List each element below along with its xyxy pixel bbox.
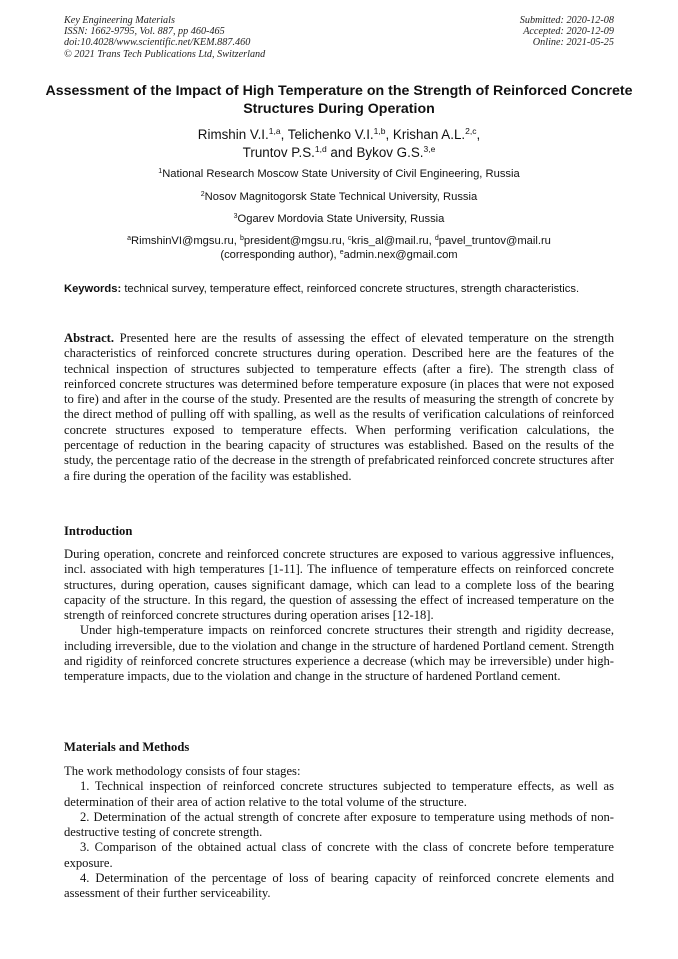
accepted-date: Accepted: 2020-12-09 [523, 26, 614, 38]
submitted-date: Submitted: 2020-12-08 [519, 15, 614, 26]
methods-heading: Materials and Methods [64, 740, 190, 754]
affiliation-2: $^2$Nosov Magnitogorsk State Technical University, Russia [200, 191, 478, 203]
list-item: 3. Comparison of the obtained actual class of concrete with the class of concrete before temperature exposure. [64, 840, 614, 870]
author: Telichenko V.I.$^{1,b}$, [287, 126, 393, 142]
keywords-text: technical survey, temperature effect, reinforced concrete structures, strength characteristics. [124, 283, 580, 295]
list-item: 2. Determination of the actual strength of concrete after exposure to temperature using methods of non-destructive testing of concrete strength. [64, 809, 614, 840]
journal-issn: ISSN: 1662-9795, Vol. 887, pp 460-465 [64, 26, 225, 38]
list-item: 4. Determination of the percentage of loss of bearing capacity of reinforced concrete elements and assessment of their further serviceability. [64, 871, 614, 901]
methods-body [64, 764, 614, 902]
affiliation-1: $^1$National Research Moscow State University of Civil Engineering, Russia [158, 168, 520, 180]
introduction-body [64, 547, 614, 685]
journal-doi[interactable]: doi:10.4028/www.scientific.net/KEM.887.460 [64, 37, 251, 49]
abstract [64, 331, 614, 484]
email-list: $^a$RimshinVI@mgsu.ru, $^b$president@mgsu.ru, $^c$kris_al@mail.ru, $^d$pavel_truntov@mail.ru (corresponding author), $^e$admin.nex@gmail.com [127, 235, 551, 261]
journal-name: Key Engineering Materials [64, 15, 175, 26]
author: Bykov G.S.$^{3,e}$ [356, 144, 436, 160]
paper-title: Assessment of the Impact of High Temperature on the Strength of Reinforced Concrete Structures During Operation [45, 83, 633, 117]
keywords [64, 282, 614, 296]
online-date: Online: 2021-05-25 [532, 37, 614, 49]
journal-copyright: © 2021 Trans Tech Publications Ltd, Switzerland [64, 48, 266, 60]
email-link[interactable]: $^d$pavel_truntov@mail.ru [434, 235, 551, 247]
abstract-text: Presented here are the results of assessing the effect of elevated temperature on the strength characteristics of reinforced concrete structures during operation. Described here are the features of the technical inspection of structures subjected to temperature effects (after a fire). The strength class of reinforced concrete structures was determined before temperature exposure (in places that were not exposed to fire) and after in the course of the study. Presented are the results of measuring the strength of concrete by the direct method of pulling off with spalling, as well as the results of verification calculations of reinforced concrete structures exposed to temperature effects. When performing verification calculations, the percentage of reduction in the bearing capacity of structures was established. Based on the results of the study, the percentage ratio of the decrease in the strength of prefabricated reinforced concrete structures after a fire during the operation of the facility was established. [64, 331, 614, 483]
affiliation-3: $^3$Ogarev Mordovia State University, Russia [233, 213, 445, 225]
list-item: 1. Technical inspection of reinforced concrete structures subjected to temperature effects, as well as determination of their area of action relative to the total volume of the structure. [64, 779, 614, 809]
author: Rimshin V.I.$^{1,a}$, [197, 126, 288, 142]
introduction-heading: Introduction [64, 524, 133, 538]
journal-header [64, 15, 265, 60]
email-link[interactable]: $^c$kris_al@mail.ru [347, 235, 429, 247]
abstract-label: Abstract. [64, 331, 115, 345]
author-list [40, 126, 638, 162]
dates-header [520, 15, 614, 49]
email-link[interactable]: $^e$admin.nex@gmail.com [339, 249, 458, 261]
corresponding-note: (corresponding author) [220, 249, 334, 261]
paragraph: During operation, concrete and reinforced concrete structures are exposed to various aggressive influences, incl. associated with high temperatures [1-11]. The influence of temperature effects on reinforced concrete structures, during operation, causes significant damage, which can lead to a complete loss of the bearing capacity of the structure. In this regard, the question of assessing the effect of increased temperature on the strength of reinforced concrete structures during operation arises [12-18]. [64, 547, 614, 623]
email-link[interactable]: $^a$RimshinVI@mgsu.ru [127, 235, 234, 247]
author: Krishan A.L.$^{2,c}$, [392, 126, 481, 142]
paragraph: The work methodology consists of four stages: [64, 764, 301, 778]
paragraph: Under high-temperature impacts on reinforced concrete structures their strength and rigidity decrease, including irreversible, due to the violation and change in the structure of hardened Portland cement. Strength and rigidity of reinforced concrete structures experience a decrease (which may be irreversible) under high-temperature impacts, due to the violation and change in the structure of hardened Portland cement. [64, 623, 614, 684]
author: Truntov P.S.$^{1,d}$ and [242, 144, 357, 160]
email-link[interactable]: $^b$president@mgsu.ru [239, 235, 342, 247]
keywords-label: Keywords: [64, 283, 122, 295]
